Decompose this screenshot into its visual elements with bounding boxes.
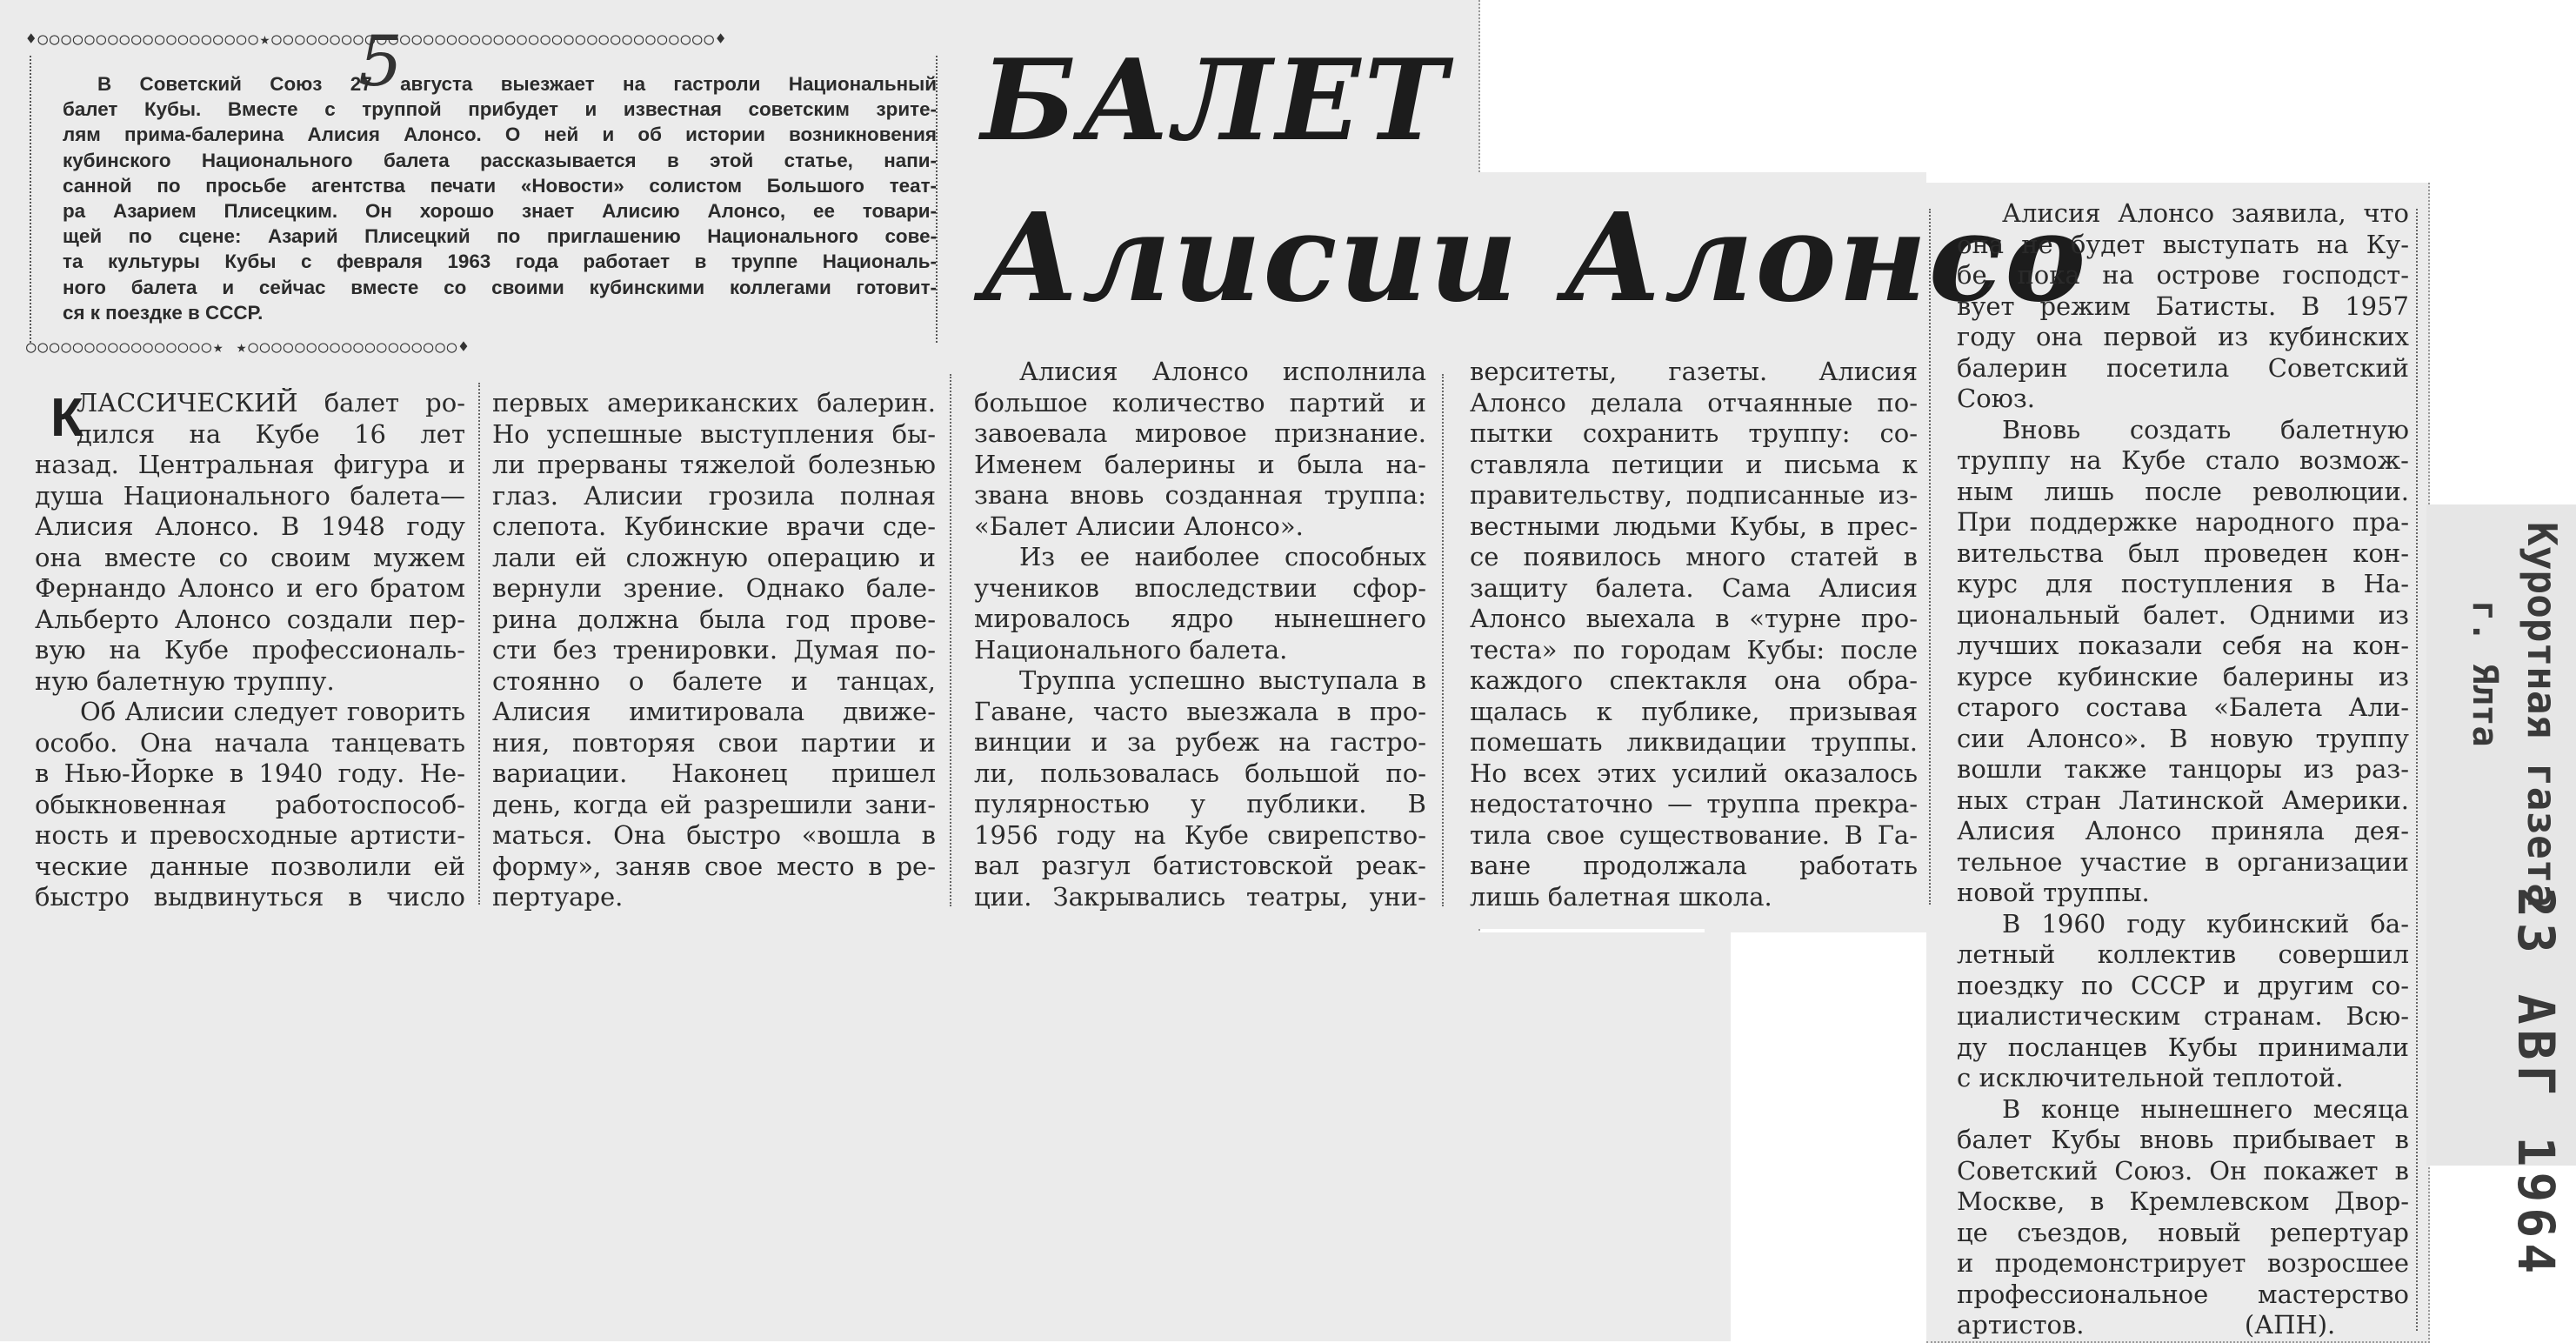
clipping-bottom-strip bbox=[0, 932, 1731, 1341]
text-line: ных стран Латинской Америки. bbox=[1957, 785, 2409, 815]
text-line: особо. Она начала танцевать bbox=[35, 727, 465, 758]
text-line: Национального балета. bbox=[974, 634, 1288, 665]
text-line: и продемонстрирует возросшее bbox=[1957, 1248, 2409, 1278]
text-line: Алисия имитировала движе- bbox=[492, 697, 936, 726]
text-line: ване продолжала работать bbox=[1470, 851, 1918, 880]
text-line: учеников впоследствии сфор- bbox=[974, 572, 1426, 603]
text-line: назад. Центральная фигура и bbox=[35, 450, 465, 479]
text-line: году она первой из кубинских bbox=[1957, 322, 2409, 351]
text-line: старого состава «Балета Али- bbox=[1957, 692, 2409, 722]
text-line: курс для поступления в На- bbox=[1957, 569, 2409, 598]
text-line: В 1960 году кубинский ба- bbox=[2002, 908, 2409, 939]
headline-line-2: Алисии Алонсо bbox=[981, 187, 2088, 330]
text-line: ставляла петиции и письма к bbox=[1470, 449, 1918, 479]
text-line: с исключительной теплотой. bbox=[1957, 1063, 2344, 1092]
text-line: Но успешные выступления бы- bbox=[492, 418, 936, 449]
text-line: новой труппы. bbox=[1957, 878, 2150, 907]
text-line: профессиональное мастерство bbox=[1957, 1279, 2409, 1309]
text-line: Алисия Алонсо исполнила bbox=[1019, 357, 1426, 386]
text-line: артистов. (АПН). bbox=[1957, 1310, 2336, 1340]
text-line: вернули зрение. Однако бале- bbox=[492, 573, 936, 603]
text-line: Алонсо делала отчаянные по- bbox=[1470, 387, 1918, 418]
stamp-city: г. Ялта bbox=[2465, 600, 2505, 747]
intro-text bbox=[63, 71, 937, 325]
intro-line: ного балета и сейчас вместе со своими кубинскими коллегами готовит- bbox=[63, 276, 937, 298]
clipping-lower-right bbox=[1705, 922, 1931, 932]
text-line: лишь балетная школа. bbox=[1470, 881, 1772, 912]
text-line: слепота. Кубинские врачи сде- bbox=[492, 511, 936, 541]
text-line: Фернандо Алонсо и его братом bbox=[35, 573, 465, 603]
text-line: вариации. Наконец пришел bbox=[492, 758, 936, 788]
text-line: 1956 году на Кубе свирепство- bbox=[974, 819, 1426, 850]
handwritten-page-number: 5 bbox=[358, 21, 403, 102]
text-line: верситеты, газеты. Алисия bbox=[1470, 357, 1918, 386]
text-line: Труппа успешно выступала в bbox=[1019, 665, 1426, 695]
intro-line: ся к поездке в СССР. bbox=[63, 301, 264, 324]
text-line: Москве, в Кремлевском Двор- bbox=[1957, 1186, 2409, 1216]
dropcap: К bbox=[50, 388, 83, 448]
text-line: быстро выдвинуться в число bbox=[35, 882, 465, 912]
intro-border-top: ♦○○○○○○○○○○○○○○○○○○○★○○○○○○○○○○○○○○○○○○○○○○○○○○○○○○○○○○○○○○♦ bbox=[26, 30, 728, 49]
intro-line: та культуры Кубы с февраля 1963 года работает в труппе Националь- bbox=[63, 251, 937, 273]
text-line: ду посланцев Кубы принимали bbox=[1957, 1032, 2409, 1062]
text-line: щалась к публике, призывая bbox=[1470, 696, 1918, 726]
text-line: циональный балет. Одними из bbox=[1957, 599, 2409, 630]
text-line: помешать ликвидации труппы. bbox=[1470, 727, 1918, 757]
text-line: Алонсо выехала в «турне про- bbox=[1470, 604, 1918, 633]
text-line: душа Национального балета— bbox=[35, 480, 465, 511]
text-line: Из ее наиболее способных bbox=[1019, 542, 1426, 571]
text-line: вую на Кубе профессиональ- bbox=[35, 635, 465, 665]
text-line: В конце нынешнего месяца bbox=[2002, 1093, 2409, 1124]
column-rule bbox=[2416, 209, 2418, 1331]
text-line: Союз. bbox=[1957, 384, 2035, 413]
text-line: глаз. Алисии грозила полная bbox=[492, 480, 936, 511]
intro-line: ра Азарием Плисецким. Он хорошо знает Алисию Алонсо, ее товари- bbox=[63, 199, 937, 222]
text-line: лучших показали себя на кон- bbox=[1957, 631, 2409, 660]
text-line: тельное участие в организации bbox=[1957, 846, 2409, 877]
text-line: ли прерваны тяжелой болезнью bbox=[492, 450, 936, 479]
text-line: звана вновь созданная труппа: bbox=[974, 480, 1426, 510]
text-line: сти без тренировки. Думая по- bbox=[492, 635, 936, 665]
text-line: пытки сохранить труппу: со- bbox=[1470, 418, 1918, 448]
text-line: тила свое существование. В Га- bbox=[1470, 819, 1918, 850]
text-line: Но всех этих усилий оказалось bbox=[1470, 758, 1918, 788]
text-line: обыкновенная работоспособ- bbox=[35, 789, 465, 819]
stamp-date: 23 АВГ 1964 bbox=[2506, 887, 2566, 1280]
text-line: защиту балета. Сама Алисия bbox=[1470, 572, 1918, 603]
text-line: циалистическим странам. Всю- bbox=[1957, 1001, 2409, 1031]
article-column-3 bbox=[974, 357, 1426, 912]
text-line: ческие данные позволили ей bbox=[35, 851, 465, 881]
text-line: труппу на Кубе стало возмож- bbox=[1957, 445, 2409, 475]
text-line: пулярностью у публики. В bbox=[974, 789, 1426, 818]
text-line: Вновь создать балетную bbox=[2002, 414, 2409, 444]
text-line: Гаване, часто выезжала в про- bbox=[974, 696, 1426, 726]
intro-line: кубинского Национального балета рассказывается в этой статье, напи- bbox=[63, 149, 937, 171]
text-line: Алисия Алонсо приняла дея- bbox=[1957, 816, 2409, 845]
text-line: день, когда ей разрешили зани- bbox=[492, 789, 936, 819]
article-column-2 bbox=[492, 388, 936, 913]
intro-line: В Советский Союз 27 августа выезжает на гастроли Национальный bbox=[97, 73, 937, 95]
headline-line-1: БАЛЕТ bbox=[981, 36, 1451, 166]
text-line: теста» по городам Кубы: после bbox=[1470, 634, 1918, 665]
intro-line: санной по просьбе агентства печати «Новости» солистом Большого теат- bbox=[63, 174, 937, 197]
text-line: вует режим Батисты. В 1957 bbox=[1957, 291, 2409, 321]
text-line: маться. Она быстро «вошла в bbox=[492, 820, 936, 850]
text-line: це съездов, новый репертуар bbox=[1957, 1217, 2409, 1247]
text-line: мировалось ядро нынешнего bbox=[974, 604, 1426, 633]
text-line: лали ей сложную операцию и bbox=[492, 542, 936, 572]
text-line: При поддержке народного пра- bbox=[1957, 507, 2409, 537]
text-line: завоевала мировое признание. bbox=[974, 418, 1426, 448]
text-line: винции и за рубеж на гастро- bbox=[974, 727, 1426, 757]
text-line: Алисия Алонсо. В 1948 году bbox=[35, 511, 465, 541]
text-line: бе, пока на острове господст- bbox=[1957, 260, 2409, 290]
article-column-4 bbox=[1470, 357, 1918, 912]
text-line: правительству, подписанные из- bbox=[1470, 480, 1918, 510]
intro-line: лям прима-балерина Алисия Алонсо. О ней и об истории возникновения bbox=[63, 124, 937, 146]
text-line: форму», заняв свое место в ре- bbox=[492, 851, 936, 881]
text-line: она вместе со своим мужем bbox=[35, 542, 465, 572]
stamp-newspaper-name: Курортная газета bbox=[2519, 522, 2566, 908]
text-line: в Нью-Йорке в 1940 году. Не- bbox=[35, 758, 465, 788]
text-line: большое количество партий и bbox=[974, 387, 1426, 418]
text-line: ли, пользовалась большой по- bbox=[974, 758, 1426, 788]
text-line: Советский Союз. Он покажет в bbox=[1957, 1155, 2409, 1186]
column-rule bbox=[1442, 374, 1444, 906]
text-line: пертуаре. bbox=[492, 882, 624, 912]
text-line: ЛАССИЧЕСКИЙ балет ро- bbox=[77, 388, 465, 418]
text-line: стоянно о балете и танцах, bbox=[492, 665, 936, 696]
article-column-5 bbox=[1957, 198, 2409, 1341]
text-line: дился на Кубе 16 лет bbox=[77, 418, 465, 449]
article-column-1 bbox=[35, 388, 465, 913]
text-line: вал разгул батистовской реак- bbox=[974, 851, 1426, 880]
text-line: летный коллектив совершил bbox=[1957, 939, 2409, 969]
text-line: она не будет выступать на Ку- bbox=[1957, 229, 2409, 259]
text-line: вошли также танцоры из раз- bbox=[1957, 754, 2409, 784]
text-line: курсе кубинские балерины из bbox=[1957, 661, 2409, 692]
text-line: ции. Закрывались театры, уни- bbox=[974, 881, 1426, 912]
text-line: поездку по СССР и другим со- bbox=[1957, 970, 2409, 1000]
text-line: Алисия Алонсо заявила, что bbox=[2002, 198, 2409, 228]
intro-line: щей по сцене: Азарий Плисецкий по приглашению Национального сове- bbox=[63, 225, 937, 248]
text-line: балет Кубы вновь прибывает в bbox=[1957, 1125, 2409, 1154]
text-line: «Балет Алисии Алонсо». bbox=[974, 511, 1304, 541]
text-line: ния, повторяя свои партии и bbox=[492, 727, 936, 758]
text-line: ную балетную труппу. bbox=[35, 665, 335, 696]
text-line: Именем балерины и была на- bbox=[974, 449, 1426, 479]
intro-line: балет Кубы. Вместе с труппой прибудет и известная советским зрите- bbox=[63, 98, 937, 121]
text-line: каждого спектакля она обра- bbox=[1470, 665, 1918, 695]
intro-border-bottom: ○○○○○○○○○○○○○○○○★ ★○○○○○○○○○○○○○○○○○○♦ bbox=[26, 337, 470, 357]
text-line: первых американских балерин. bbox=[492, 388, 936, 418]
text-line: Об Алисии следует говорить bbox=[80, 697, 465, 726]
text-line: рина должна была год прове- bbox=[492, 604, 936, 634]
column-rule bbox=[478, 383, 480, 905]
text-line: Альберто Алонсо создали пер- bbox=[35, 604, 465, 634]
text-line: балерин посетила Советский bbox=[1957, 352, 2409, 383]
column-rule bbox=[950, 374, 951, 906]
column-rule bbox=[1929, 209, 1931, 905]
text-line: ным лишь после революции. bbox=[1957, 476, 2409, 506]
text-line: ность и превосходные артисти- bbox=[35, 820, 465, 850]
text-line: сии Алонсо». В новую труппу bbox=[1957, 723, 2409, 753]
text-line: недостаточно — труппа прекра- bbox=[1470, 789, 1918, 818]
text-line: вительства был проведен кон- bbox=[1957, 538, 2409, 568]
text-line: вестными людьми Кубы, в прес- bbox=[1470, 511, 1918, 541]
text-line: се появилось много статей в bbox=[1470, 542, 1918, 571]
